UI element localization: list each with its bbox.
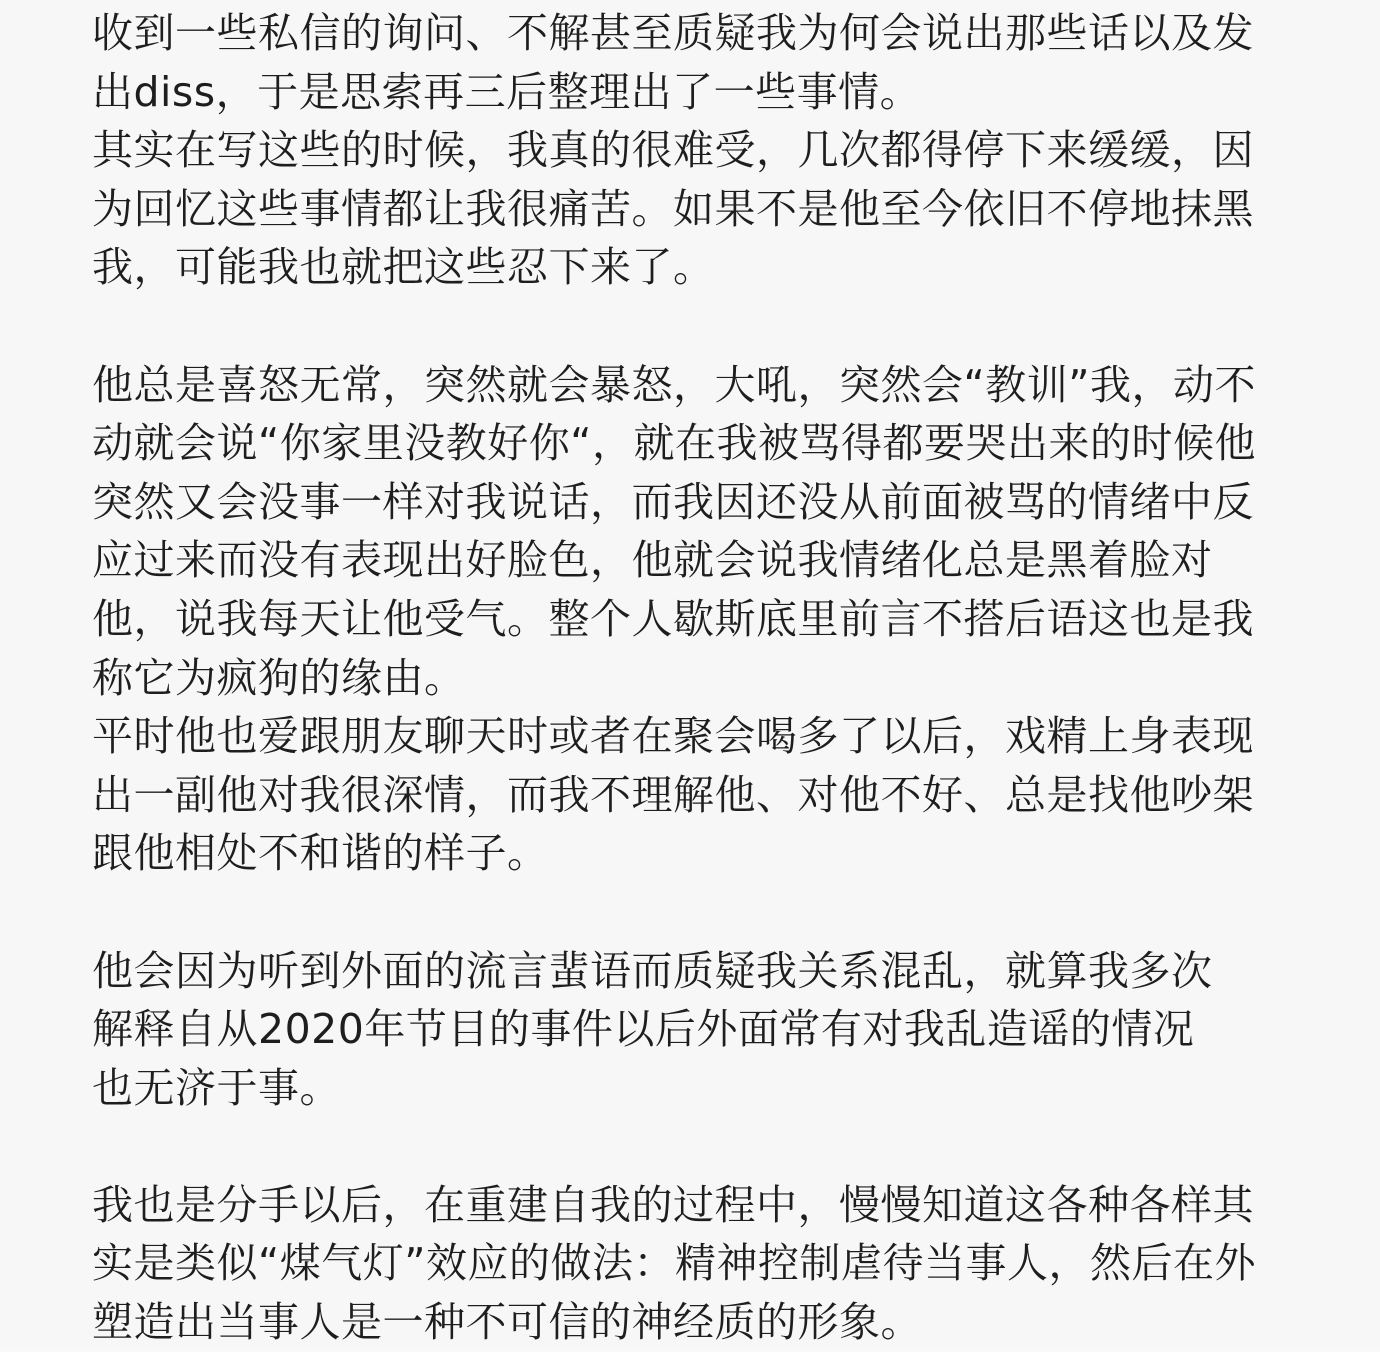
text-line: 称它为疯狗的缘由。 xyxy=(92,653,466,702)
text-line: 突然又会没事一样对我说话，而我因还没从前面被骂的情绪中反 xyxy=(92,477,1254,526)
text-line: 他，说我每天让他受气。整个人歇斯底里前言不搭后语这也是我 xyxy=(92,594,1254,643)
blank-line xyxy=(92,297,1292,356)
text-line: 收到一些私信的询问、不解甚至质疑我为何会说出那些话以及发 xyxy=(92,9,1254,57)
text-line: 他会因为听到外面的流言蜚语而质疑我关系混乱，就算我多次 xyxy=(92,946,1213,995)
document-text xyxy=(92,4,1292,1352)
text-line: 也无济于事。 xyxy=(92,1063,341,1112)
text-line: 实是类似“煤气灯”效应的做法：精神控制虐待当事人，然后在外 xyxy=(92,1239,1256,1288)
text-line: 应过来而没有表现出好脸色，他就会说我情绪化总是黑着脸对 xyxy=(92,536,1213,585)
blank-line xyxy=(92,1117,1292,1176)
text-line: 其实在写这些的时候，我真的很难受，几次都得停下来缓缓，因 xyxy=(92,126,1254,175)
text-line: 平时他也爱跟朋友聊天时或者在聚会喝多了以后，戏精上身表现 xyxy=(92,712,1254,761)
blank-line xyxy=(92,883,1292,942)
text-line: 他总是喜怒无常，突然就会暴怒，大吼，突然会“教训”我，动不 xyxy=(92,360,1256,409)
text-line: 我也是分手以后，在重建自我的过程中，慢慢知道这各种各样其 xyxy=(92,1180,1254,1229)
text-line: 为回忆这些事情都让我很痛苦。如果不是他至今依旧不停地抹黑 xyxy=(92,184,1254,233)
text-line: 出diss，于是思索再三后整理出了一些事情。 xyxy=(92,67,922,116)
text-line: 解释自从2020年节目的事件以后外面常有对我乱造谣的情况 xyxy=(92,1005,1195,1054)
text-line: 我，可能我也就把这些忍下来了。 xyxy=(92,243,715,292)
text-line: 动就会说“你家里没教好你“，就在我被骂得都要哭出来的时候他 xyxy=(92,419,1256,468)
text-line: 出一副他对我很深情，而我不理解他、对他不好、总是找他吵架 xyxy=(92,770,1254,819)
text-line: 塑造出当事人是一种不可信的神经质的形象。 xyxy=(92,1298,922,1347)
text-line: 跟他相处不和谐的样子。 xyxy=(92,829,549,878)
